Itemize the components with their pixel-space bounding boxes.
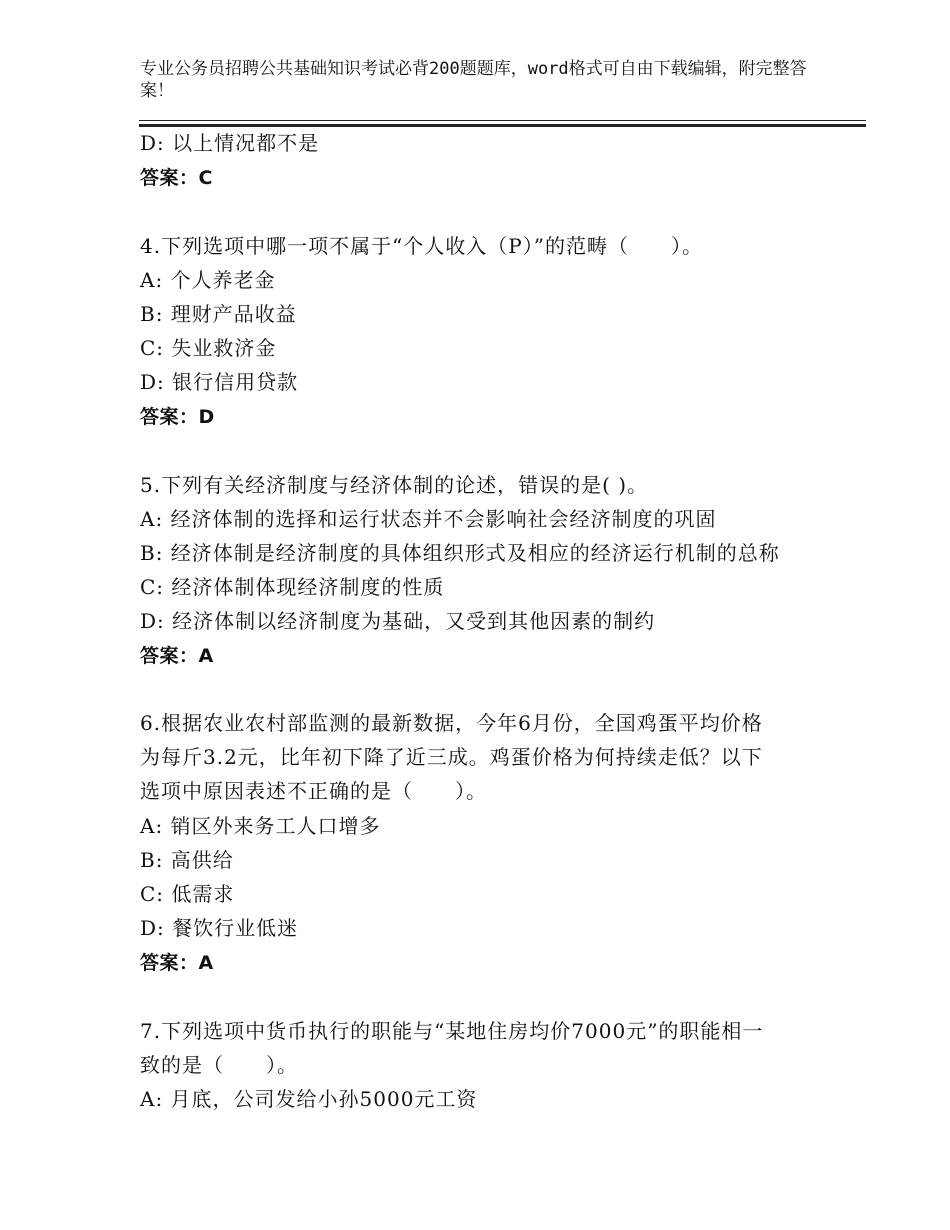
- q5-option-a: A: 经济体制的选择和运行状态并不会影响社会经济制度的巩固: [140, 507, 717, 531]
- q3-answer: 答案：C: [140, 167, 213, 189]
- q5-stem: 5.下列有关经济制度与经济体制的论述，错误的是( )。: [140, 473, 649, 497]
- q6-stem-line1: 6.根据农业农村部监测的最新数据，今年6月份，全国鸡蛋平均价格: [140, 711, 763, 735]
- q5-option-c: C: 经济体制体现经济制度的性质: [140, 575, 445, 599]
- q4-answer: 答案：D: [140, 406, 215, 428]
- header-rule-thin: [139, 120, 866, 121]
- q6-answer: 答案：A: [140, 952, 214, 974]
- q7-stem-line2: 致的是（ ）。: [140, 1053, 298, 1077]
- page-header: 专业公务员招聘公共基础知识考试必背200题题库，word格式可自由下载编辑，附完整答案！: [140, 59, 807, 101]
- q3-option-d: D: 以上情况都不是: [140, 131, 320, 155]
- q4-option-a: A: 个人养老金: [140, 268, 276, 292]
- q7-stem-line1: 7.下列选项中货币执行的职能与“某地住房均价7000元”的职能相一: [140, 1019, 764, 1043]
- q6-option-a: A: 销区外来务工人口增多: [140, 814, 381, 838]
- q6-option-b: B: 高供给: [140, 848, 234, 872]
- header-rule-thick: [139, 124, 866, 127]
- q4-stem: 4.下列选项中哪一项不属于“个人收入（P）”的范畴（ ）。: [140, 234, 703, 258]
- q4-option-d: D: 银行信用贷款: [140, 370, 299, 394]
- q6-stem-line3: 选项中原因表述不正确的是（ ）。: [140, 779, 487, 803]
- q4-option-b: B: 理财产品收益: [140, 302, 297, 326]
- q5-option-b: B: 经济体制是经济制度的具体组织形式及相应的经济运行机制的总称: [140, 541, 780, 565]
- q5-option-d: D: 经济体制以经济制度为基础，又受到其他因素的制约: [140, 609, 656, 633]
- q6-stem-line2: 为每斤3.2元，比年初下降了近三成。鸡蛋价格为何持续走低？以下: [140, 745, 763, 769]
- q7-option-a: A: 月底，公司发给小孙5000元工资: [140, 1087, 478, 1111]
- q4-option-c: C: 失业救济金: [140, 336, 277, 360]
- q5-answer: 答案：A: [140, 645, 214, 667]
- q6-option-d: D: 餐饮行业低迷: [140, 916, 299, 940]
- q6-option-c: C: 低需求: [140, 882, 235, 906]
